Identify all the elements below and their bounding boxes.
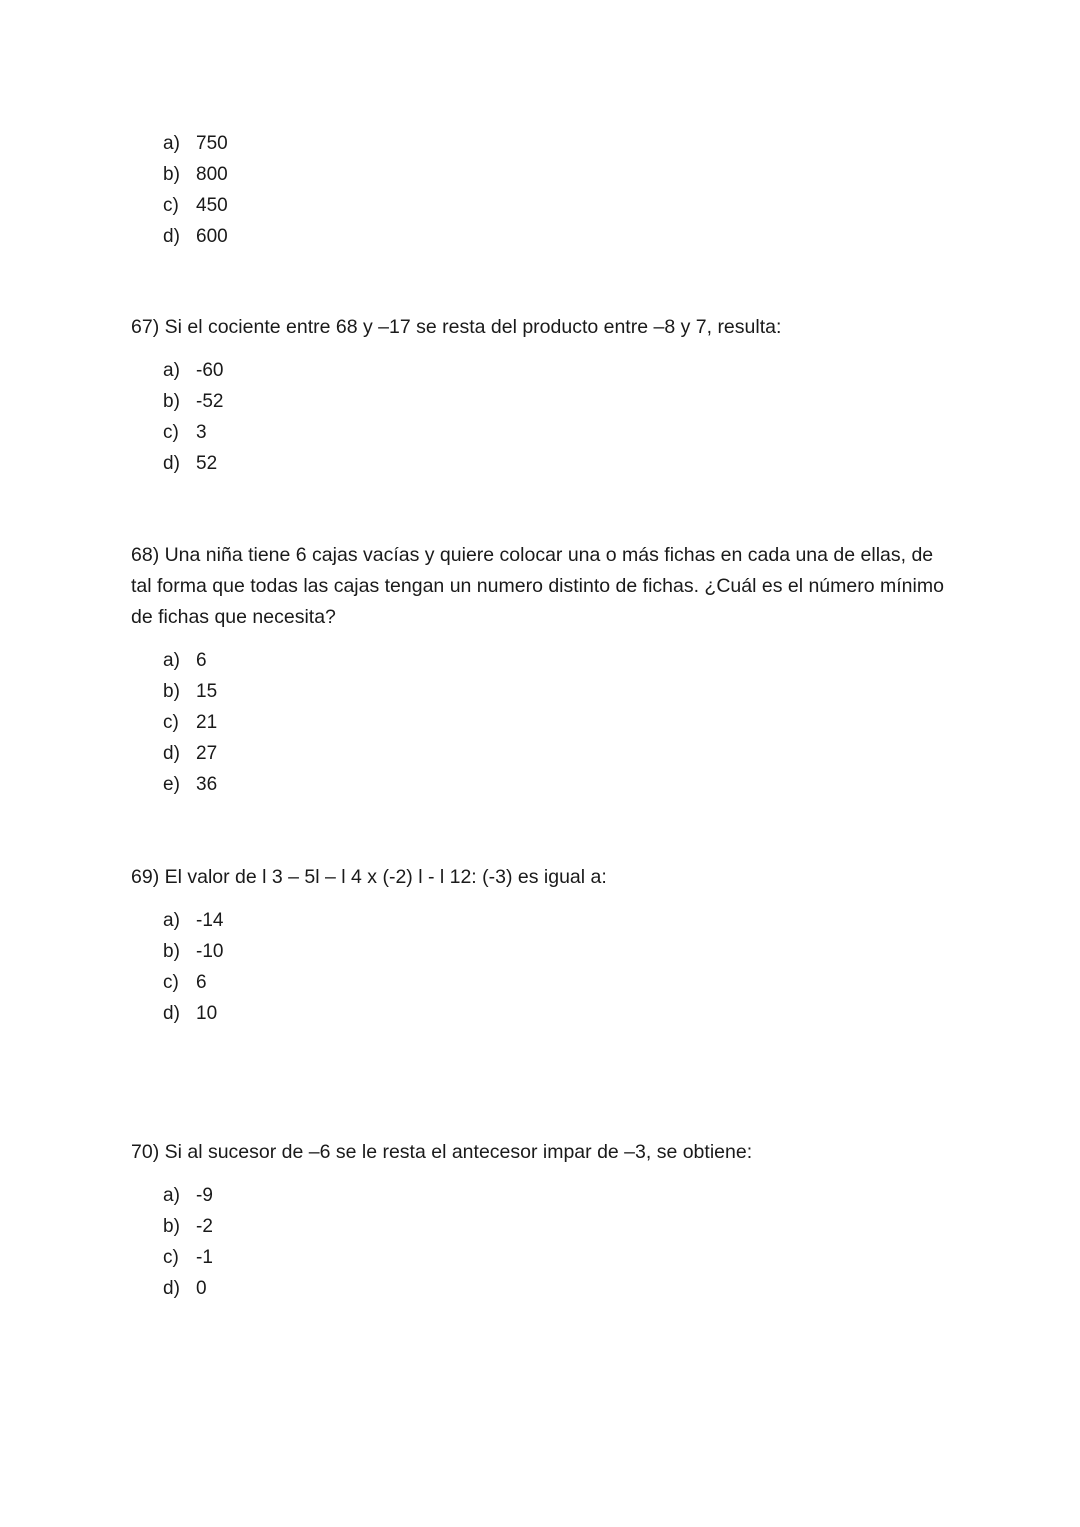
question-70-block [131, 1137, 951, 1304]
question-70-options [131, 1180, 951, 1304]
option-67-b [163, 386, 951, 417]
option-letter: b) [163, 164, 180, 185]
question-70-text: 70) Si al sucesor de –6 se le resta el antecesor impar de –3, se obtiene: [131, 1141, 753, 1163]
option-66-b [163, 159, 951, 190]
option-letter: a) [163, 650, 180, 671]
option-66-a [163, 128, 951, 159]
option-text: -52 [196, 391, 224, 412]
option-text: 36 [196, 774, 218, 795]
option-67-c [163, 417, 951, 448]
option-text: 600 [196, 226, 228, 247]
question-66-options [131, 128, 951, 252]
option-letter: e) [163, 774, 180, 795]
question-67-block [131, 312, 951, 479]
option-70-d [163, 1273, 951, 1304]
option-letter: d) [163, 1278, 180, 1299]
question-66-block [131, 128, 951, 252]
question-69-block [131, 862, 951, 1029]
option-letter: c) [163, 1247, 179, 1268]
option-68-b [163, 676, 951, 707]
option-66-c [163, 190, 951, 221]
option-letter: a) [163, 1185, 180, 1206]
option-text: -10 [196, 941, 224, 962]
option-text: 10 [196, 1003, 218, 1024]
option-text: 800 [196, 164, 228, 185]
option-69-c [163, 967, 951, 998]
option-70-c [163, 1242, 951, 1273]
question-68-text: 68) Una niña tiene 6 cajas vacías y quiere colocar una o más fichas en cada una de ellas, de tal forma que todas las cajas tengan un numero distinto de fichas. ¿Cuál es el número mínimo de fichas que necesita? [131, 544, 944, 628]
option-text: 27 [196, 743, 218, 764]
option-67-d [163, 448, 951, 479]
option-69-b [163, 936, 951, 967]
option-text: 21 [196, 712, 218, 733]
option-text: 6 [196, 972, 207, 993]
question-68-block [131, 540, 951, 800]
option-text: -60 [196, 360, 224, 381]
option-letter: c) [163, 195, 179, 216]
question-67-options [131, 355, 951, 479]
option-text: 750 [196, 133, 228, 154]
question-67-text: 67) Si el cociente entre 68 y –17 se resta del producto entre –8 y 7, resulta: [131, 316, 782, 338]
option-letter: b) [163, 391, 180, 412]
question-69-text: 69) El valor de l 3 – 5l – l 4 x (-2) l - l 12: (-3) es igual a: [131, 866, 607, 888]
option-letter: a) [163, 360, 180, 381]
option-68-a [163, 645, 951, 676]
option-67-a [163, 355, 951, 386]
option-69-d [163, 998, 951, 1029]
option-68-d [163, 738, 951, 769]
option-letter: d) [163, 226, 180, 247]
option-text: 52 [196, 453, 218, 474]
option-letter: b) [163, 681, 180, 702]
option-text: -9 [196, 1185, 213, 1206]
option-letter: c) [163, 712, 179, 733]
option-letter: d) [163, 453, 180, 474]
option-66-d [163, 221, 951, 252]
option-text: 450 [196, 195, 228, 216]
option-70-b [163, 1211, 951, 1242]
option-70-a [163, 1180, 951, 1211]
option-letter: d) [163, 743, 180, 764]
question-68-options [131, 645, 951, 800]
option-68-e [163, 769, 951, 800]
option-letter: b) [163, 941, 180, 962]
option-text: -2 [196, 1216, 213, 1237]
option-text: -14 [196, 910, 224, 931]
question-69-options [131, 905, 951, 1029]
option-letter: a) [163, 910, 180, 931]
option-69-a [163, 905, 951, 936]
option-text: 15 [196, 681, 218, 702]
option-text: 0 [196, 1278, 207, 1299]
option-68-c [163, 707, 951, 738]
option-text: 6 [196, 650, 207, 671]
option-letter: a) [163, 133, 180, 154]
option-letter: c) [163, 422, 179, 443]
option-letter: d) [163, 1003, 180, 1024]
option-text: 3 [196, 422, 207, 443]
option-letter: b) [163, 1216, 180, 1237]
option-text: -1 [196, 1247, 213, 1268]
option-letter: c) [163, 972, 179, 993]
